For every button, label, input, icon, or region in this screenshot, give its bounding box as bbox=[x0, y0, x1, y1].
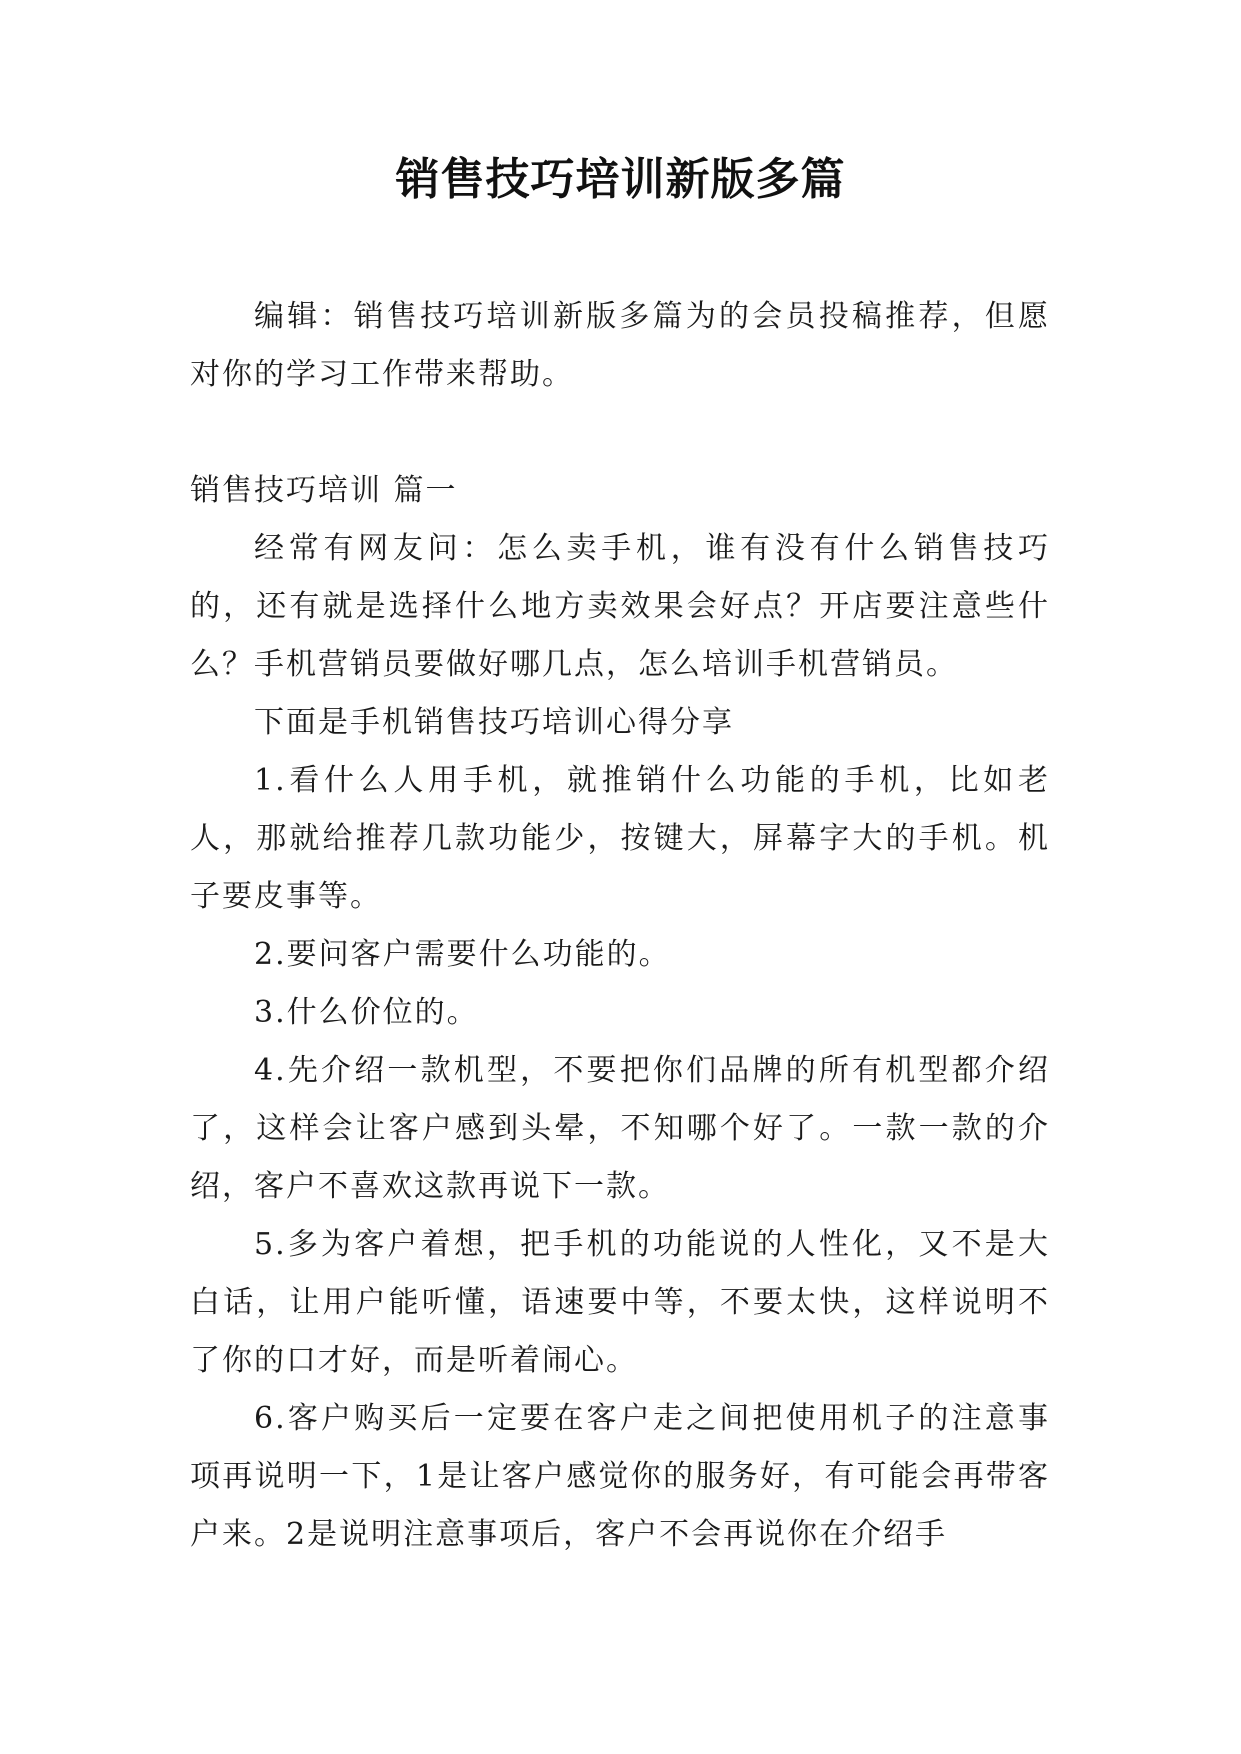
section-heading: 销售技巧培训 篇一 bbox=[190, 473, 458, 508]
intro-paragraph: 编辑：销售技巧培训新版多篇为的会员投稿推荐，但愿对你的学习工作带来帮助。 bbox=[190, 299, 1050, 392]
list-item-4: 4.先介绍一款机型，不要把你们品牌的所有机型都介绍了，这样会让客户感到头晕，不知哪个好了。一款一款的介绍，客户不喜欢这款再说下一款。 bbox=[190, 1053, 1050, 1204]
body-paragraph: 下面是手机销售技巧培训心得分享 bbox=[254, 705, 734, 740]
list-item-3: 3.什么价位的。 bbox=[254, 995, 479, 1030]
list-item-5: 5.多为客户着想，把手机的功能说的人性化，又不是大白话，让用户能听懂，语速要中等，不要太快，这样说明不了你的口才好，而是听着闹心。 bbox=[190, 1227, 1050, 1378]
list-item-2: 2.要问客户需要什么功能的。 bbox=[254, 937, 671, 972]
paragraph-gap bbox=[190, 404, 1050, 462]
list-item-6: 6.客户购买后一定要在客户走之间把使用机子的注意事项再说明一下，1是让客户感觉你的服务好，有可能会再带客户来。2是说明注意事项后，客户不会再说你在介绍手 bbox=[190, 1401, 1050, 1552]
body-paragraph: 经常有网友问：怎么卖手机，谁有没有什么销售技巧的，还有就是选择什么地方卖效果会好点？开店要注意些什么？手机营销员要做好哪几点，怎么培训手机营销员。 bbox=[190, 531, 1050, 682]
list-item-1: 1.看什么人用手机，就推销什么功能的手机，比如老人，那就给推荐几款功能少，按键大，屏幕字大的手机。机子要皮事等。 bbox=[190, 763, 1050, 914]
document-body bbox=[190, 288, 1050, 1564]
document-title: 销售技巧培训新版多篇 bbox=[395, 154, 846, 205]
